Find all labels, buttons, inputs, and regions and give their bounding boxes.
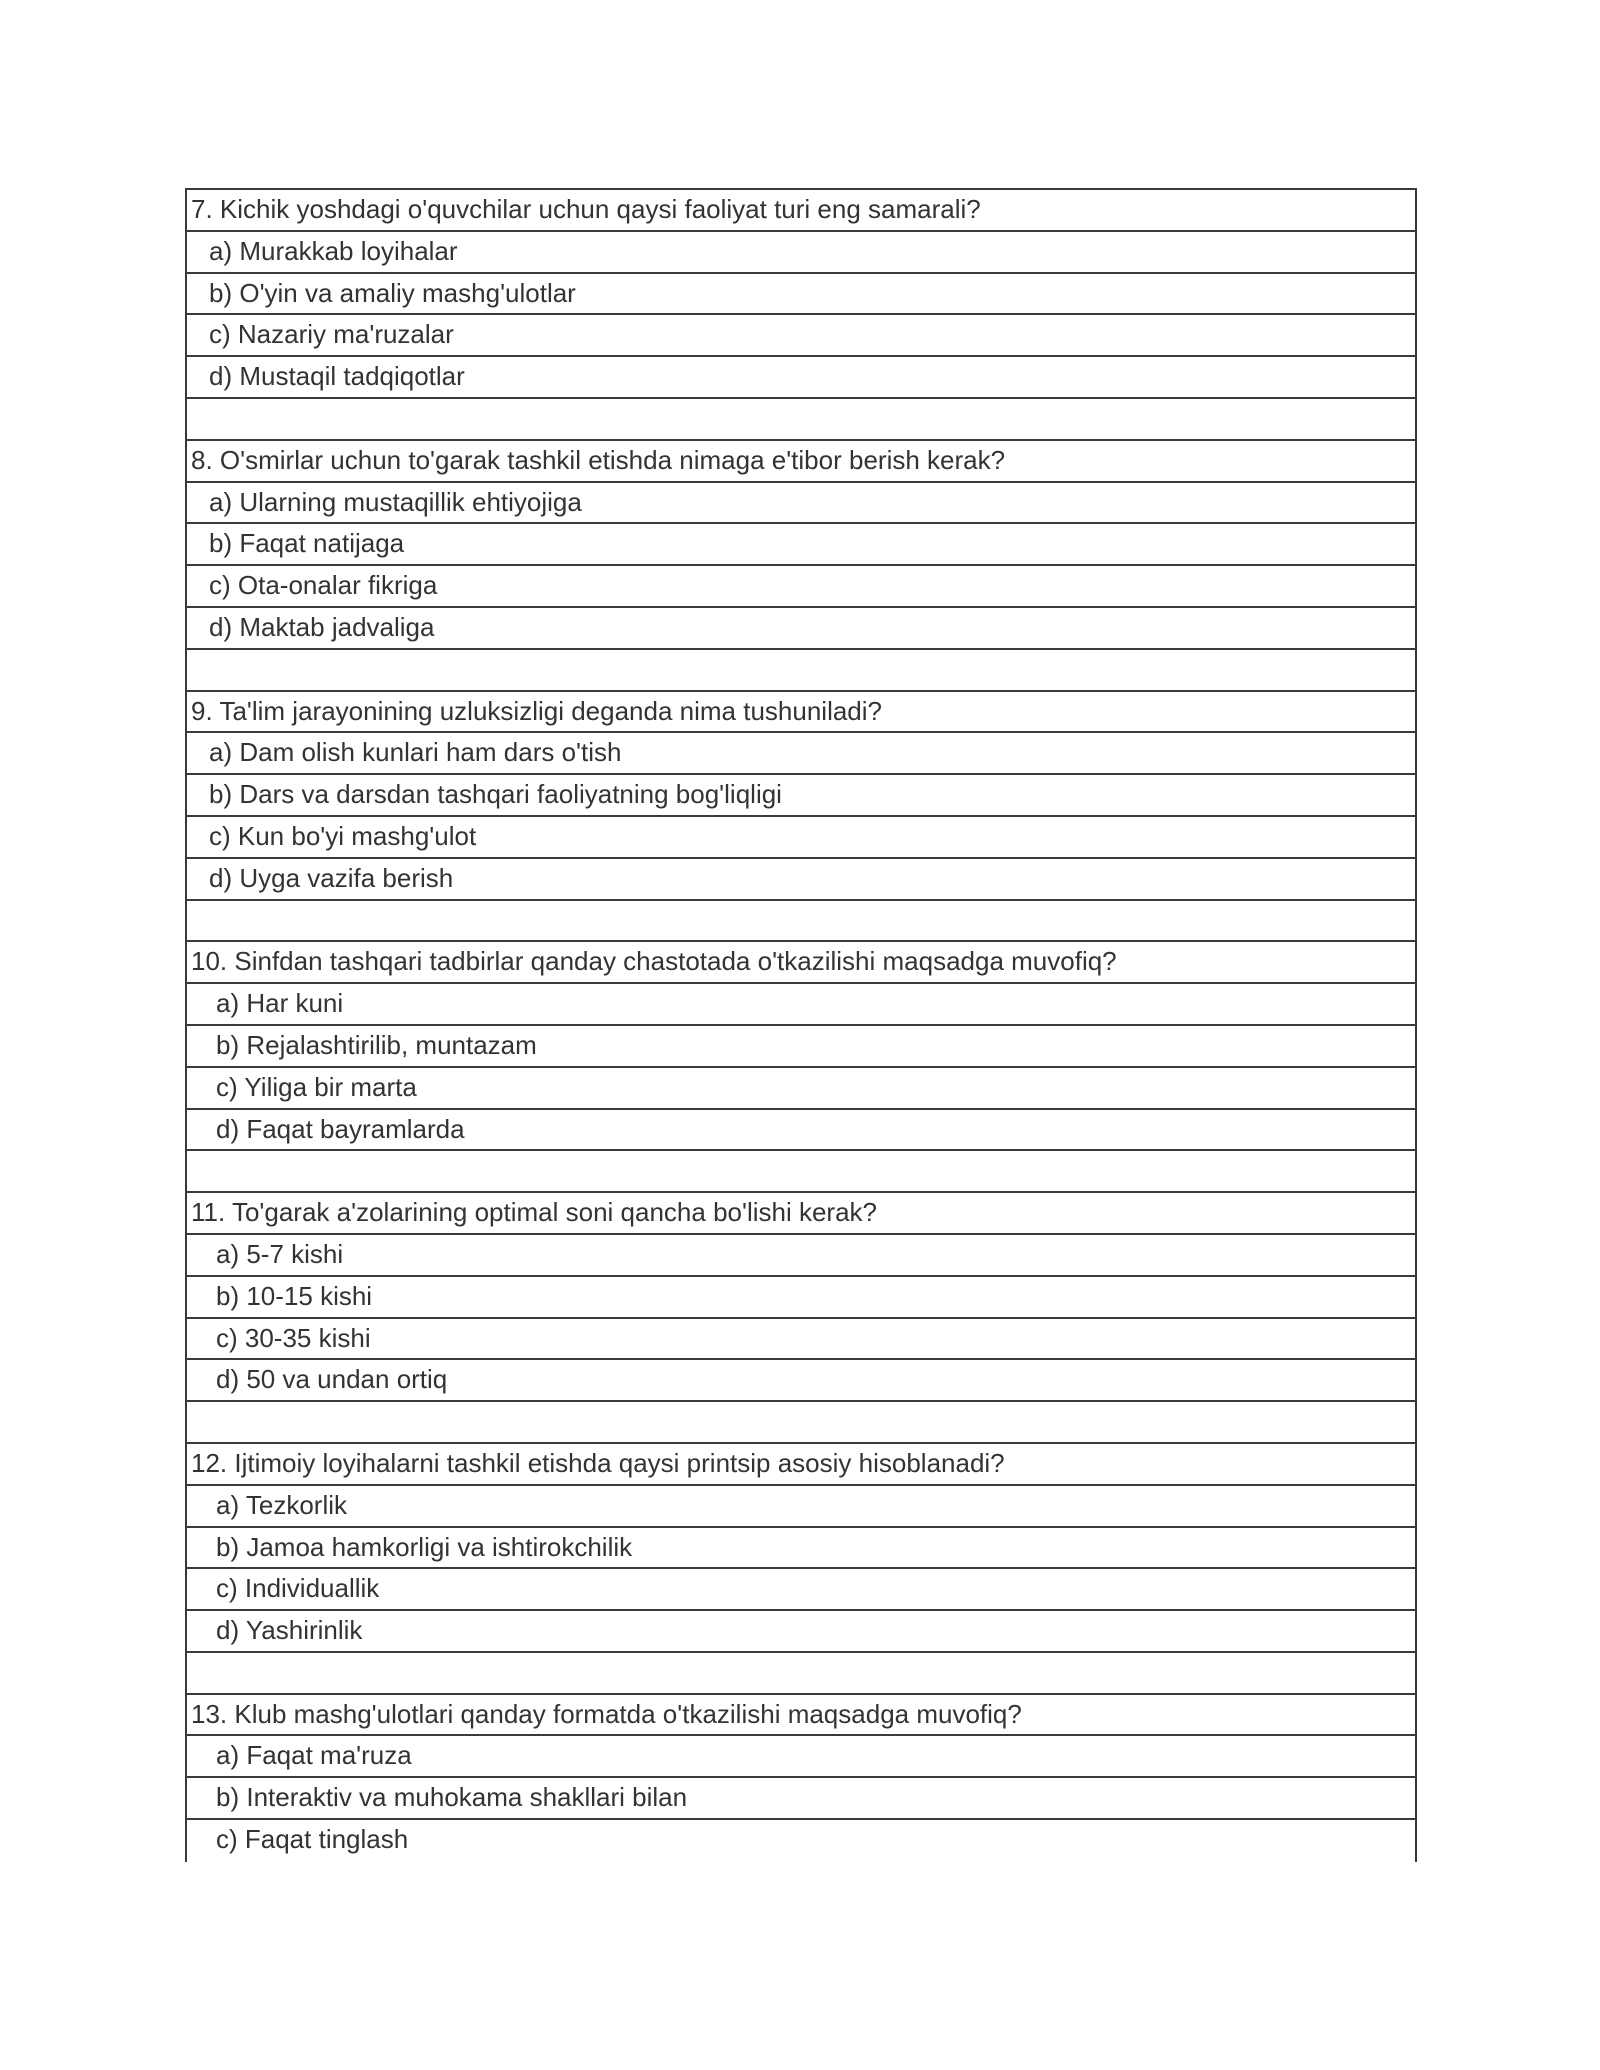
empty-row (187, 901, 1415, 943)
option-row: c) Faqat tinglash (216, 1824, 409, 1855)
option-row: d) Maktab jadvaliga (187, 608, 1415, 650)
option-row: d) 50 va undan ortiq (187, 1360, 1415, 1402)
option-row: b) Faqat natijaga (187, 524, 1415, 566)
option-row: a) 5-7 kishi (187, 1235, 1415, 1277)
option-row: b) Interaktiv va muhokama shakllari bilan (187, 1778, 1415, 1820)
option-row: b) O'yin va amaliy mashg'ulotlar (187, 274, 1415, 316)
option-row: b) Dars va darsdan tashqari faoliyatning bog'liqligi (187, 775, 1415, 817)
option-row: a) Faqat ma'ruza (187, 1736, 1415, 1778)
option-row: a) Tezkorlik (187, 1486, 1415, 1528)
quiz-table (185, 188, 1417, 1862)
question-row: 11. To'garak a'zolarining optimal soni qancha bo'lishi kerak? (187, 1193, 1415, 1235)
option-row: c) Nazariy ma'ruzalar (187, 315, 1415, 357)
option-row: c) Kun bo'yi mashg'ulot (187, 817, 1415, 859)
option-row: b) 10-15 kishi (187, 1277, 1415, 1319)
option-row: d) Uyga vazifa berish (187, 859, 1415, 901)
option-row: c) Individuallik (187, 1569, 1415, 1611)
question-row: 8. O'smirlar uchun to'garak tashkil etishda nimaga e'tibor berish kerak? (187, 441, 1415, 483)
empty-row (187, 1653, 1415, 1695)
option-row: c) Yiliga bir marta (187, 1068, 1415, 1110)
question-row: 7. Kichik yoshdagi o'quvchilar uchun qaysi faoliyat turi eng samarali? (187, 190, 1415, 232)
empty-row (187, 1402, 1415, 1444)
question-row: 12. Ijtimoiy loyihalarni tashkil etishda qaysi printsip asosiy hisoblanadi? (187, 1444, 1415, 1486)
option-row: a) Dam olish kunlari ham dars o'tish (187, 733, 1415, 775)
empty-row (187, 1151, 1415, 1193)
option-row: a) Ularning mustaqillik ehtiyojiga (187, 483, 1415, 525)
option-row: c) 30-35 kishi (187, 1319, 1415, 1361)
option-row: c) Ota-onalar fikriga (187, 566, 1415, 608)
empty-row (187, 650, 1415, 692)
option-row: b) Rejalashtirilib, muntazam (187, 1026, 1415, 1068)
option-row: a) Murakkab loyihalar (187, 232, 1415, 274)
option-row: a) Har kuni (187, 984, 1415, 1026)
option-row: d) Faqat bayramlarda (187, 1110, 1415, 1152)
question-row: 10. Sinfdan tashqari tadbirlar qanday chastotada o'tkazilishi maqsadga muvofiq? (187, 942, 1415, 984)
question-row: 13. Klub mashg'ulotlari qanday formatda o'tkazilishi maqsadga muvofiq? (187, 1695, 1415, 1737)
empty-row (187, 399, 1415, 441)
option-row: d) Mustaqil tadqiqotlar (187, 357, 1415, 399)
question-row: 9. Ta'lim jarayonining uzluksizligi deganda nima tushuniladi? (187, 692, 1415, 734)
option-row: d) Yashirinlik (187, 1611, 1415, 1653)
option-row: b) Jamoa hamkorligi va ishtirokchilik (187, 1528, 1415, 1570)
